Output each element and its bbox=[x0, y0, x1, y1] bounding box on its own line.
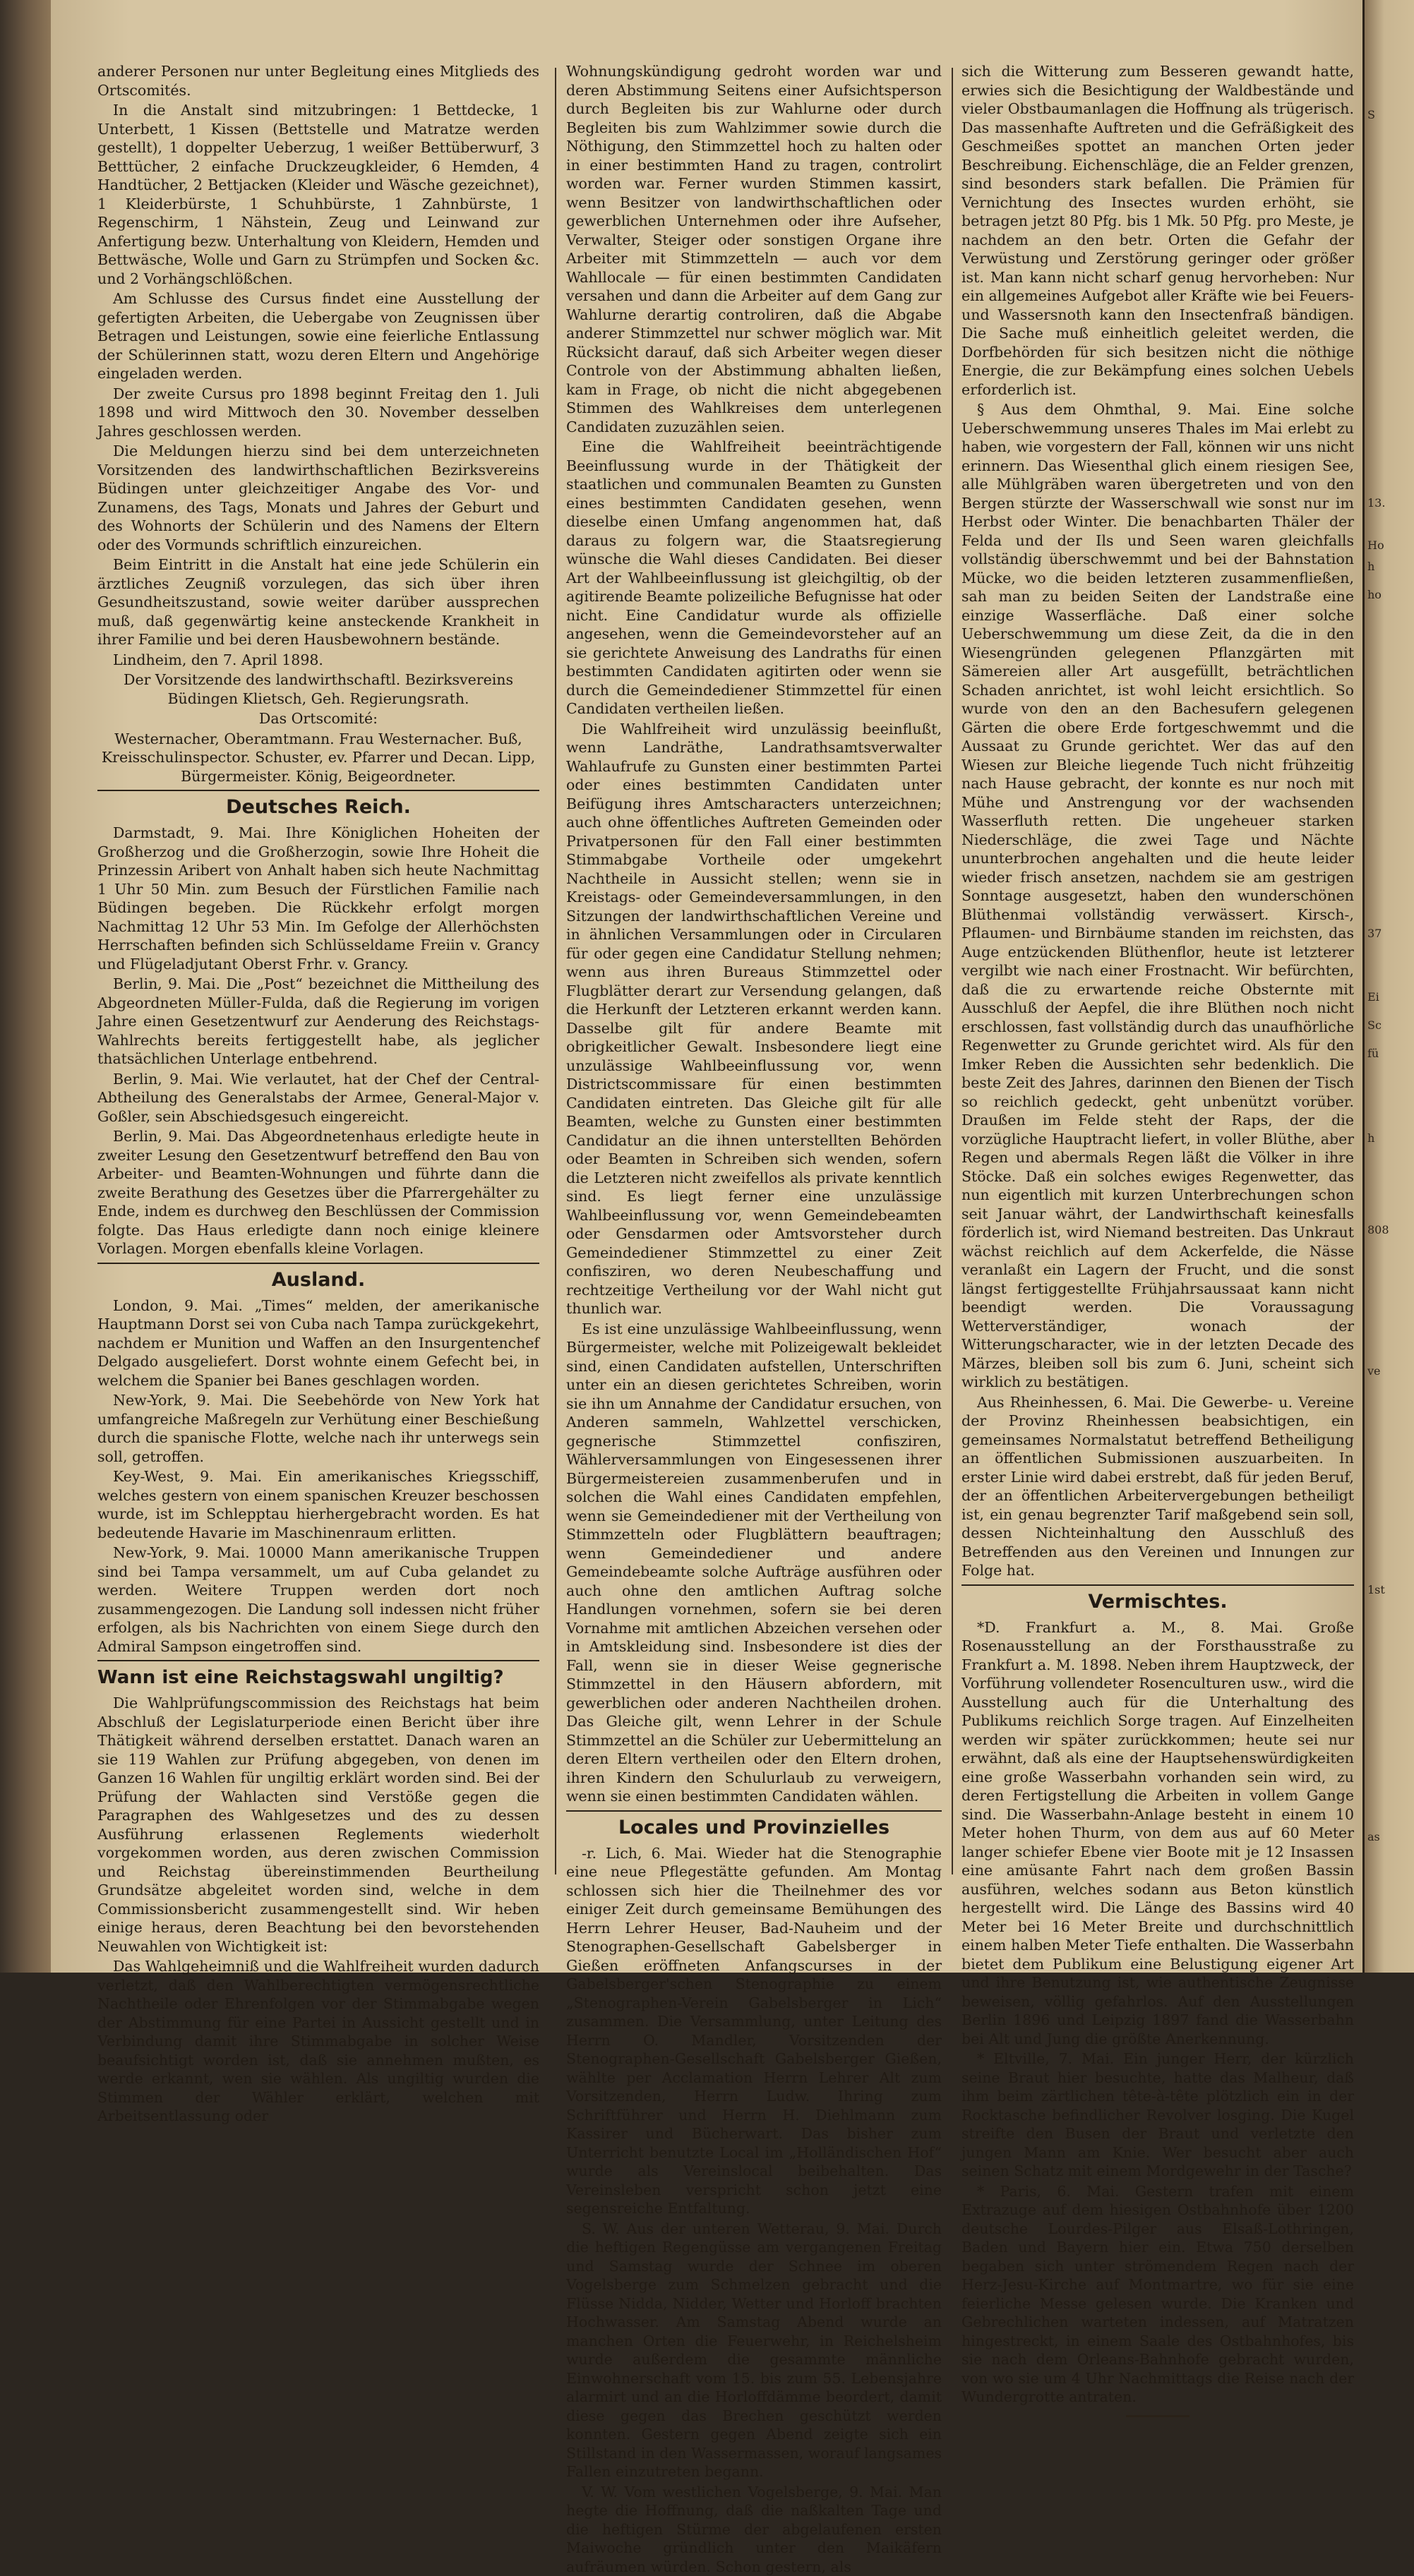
column-divider bbox=[555, 68, 556, 1874]
edge-text-fragment: 13. bbox=[1367, 494, 1410, 512]
edge-text-fragment: as bbox=[1367, 1828, 1410, 1846]
article-paragraph: -r. Lich, 6. Mai. Wieder hat die Stenographie eine neue Pflegestätte gefunden. Am Montag schlossen sich hier die Theilnehmer des vor einiger Zeit durch gemeinsame Bemühungen des Herrn Lehrer Heuser, Bad-Nauheim und der Stenographen-Gesellschaft Gabelsberger in Gießen eröffneten Anfangscurses in der Gabelsberger'schen Stenographie zu einem „Stenographen-Verein Gabelsberger in Lich“ zusammen. Die Versammlung, unter Leitung des Herrn O. Mandler, Vorsitzenden der Stenographen-Gesellschaft Gabelsberger Gießen, wählte per Acclamation Herrn Lehrer Alt zum Vorsitzenden, Herrn Ludw. Ihring zum Schriftführer und Herrn H. Diehlmann zum Kassirer und Bücherwart. Das bisher zum Unterricht benutzte Local im „Holländischen Hof“ wurde als Vereinslocal beibehalten. Das Vereinsleben verspricht schon jetzt eine segensreiche Entfaltung. bbox=[566, 1844, 942, 2218]
article-paragraph: Der Vorsitzende des landwirthschaftl. Bezirksvereins Büdingen Klietsch, Geh. Regierungsrath. bbox=[97, 670, 539, 708]
article-paragraph: anderer Personen nur unter Begleitung eines Mitglieds des Ortscomités. bbox=[97, 62, 539, 100]
column-right bbox=[961, 62, 1354, 1925]
article-paragraph: Westernacher, Oberamtmann. Frau Westernacher. Buß, Kreisschulinspector. Schuster, ev. Pfarrer und Decan. Lipp, Bürgermeister. König, Beigeordneter. bbox=[97, 730, 539, 786]
article-paragraph: Die Wahlprüfungscommission des Reichstags hat beim Abschluß der Legislaturperiode einen Bericht über ihre Thätigkeit während derselben erstattet. Danach waren an sie 119 Wahlen zur Prüfung abgegeben, von denen im Ganzen 16 Wahlen für ungiltig erklärt worden sind. Bei der Prüfung der Wahlacten sind Verstöße gegen die Paragraphen des Wahlgesetzes und des zu dessen Ausführung erlassenen Reglements wiederholt vorgekommen worden, aus deren zwischen Commission und Reichstag übereinstimmenden Beurtheilung Grundsätze abgeleitet worden sind, welche in dem Commissionsbericht zusammengestellt sind. Wir heben einige heraus, deren Beachtung bei den bevorstehenden Neuwahlen von Wichtigkeit ist: bbox=[97, 1694, 539, 1956]
article-paragraph: Eine die Wahlfreiheit beeinträchtigende Beeinflussung wurde in der Thätigkeit der staatlichen und communalen Beamten zu Gunsten eines bestimmten Candidaten gesehen, wenn dieselbe einen Umfang angenommen hat, daß daraus zu folgern war, die Staatsregierung wünsche die Wahl dieses Candidaten. Bei dieser Art der Wahlbeeinflussung ist gleichgiltig, ob der agitirende Beamte polizeiliche Befugnisse hat oder nicht. Eine Candidatur wurde als offizielle angesehen, wenn die Gemeindevorsteher auf an sie gerichtete Anweisung des Landraths für einen bestimmten Candidaten agitirten oder wenn sie durch die Gemeindediener Stimmzettel für einen Candidaten vertheilen ließen. bbox=[566, 438, 942, 718]
edge-text-fragment: 808 bbox=[1367, 1221, 1410, 1239]
edge-text-fragment: fü bbox=[1367, 1045, 1410, 1063]
article-paragraph: Das Ortscomité: bbox=[97, 709, 539, 728]
article-paragraph: * Eltville, 7. Mai. Ein junger Herr, der kürzlich seine Braut hier besuchte, hatte das Malheur, daß ihm beim zärtlichen tête-à-tête plötzlich ein in der Rocktasche befindlicher Revolver losging. Die Kugel streifte den Busen der Braut und verletzte den jungen Mann am Knie. Wer besucht aber auch seinen Schatz mit einem Mordgewehr in der Tasche? bbox=[961, 2050, 1354, 2181]
article-paragraph: Am Schlusse des Cursus findet eine Ausstellung der gefertigten Arbeiten, die Uebergabe von Zeugnissen über Betragen und Leistungen, sowie eine feierliche Entlassung der Schülerinnen statt, wozu deren Eltern und Angehörige eingeladen werden. bbox=[97, 289, 539, 383]
scan-left-margin bbox=[0, 0, 51, 1973]
section-heading: Deutsches Reich. bbox=[97, 790, 539, 821]
edge-text-fragment: Ho bbox=[1367, 536, 1410, 555]
article-paragraph: * Paris, 6. Mai. Gestern trafen mit einem Extrazuge auf dem hiesigen Ostbahnhofe über 1200 deutsche Lourdes-Pilger aus Elsaß-Lothringen, Baden und Bayern hier ein. Etwa 750 derselben begaben sich unter strömendem Regen nach der Herz-Jesu-Kirche auf Montmartre, wo für sie eine feierliche Messe gelesen wurde. Die Kranken und Gebrechlichen warteten indessen, auf Matratzen hingestreckt, in einem Saale des Ostbahnhofes, bis sie nach dem Orleans-Bahnhofe gebracht wurden, von wo sie um 4 Uhr Nachmittags die Reise nach der Wundergrotte antraten. bbox=[961, 2182, 1354, 2407]
article-paragraph: New-York, 9. Mai. 10000 Mann amerikanische Truppen sind bei Tampa versammelt, um auf Cuba gelandet zu werden. Weitere Truppen werden dort noch zusammengezogen. Die Landung soll indessen nicht früher erfolgen, als bis Nachrichten von einem Siege durch den Admiral Sampson eingetroffen sind. bbox=[97, 1543, 539, 1656]
article-paragraph: London, 9. Mai. „Times“ melden, der amerikanische Hauptmann Dorst sei von Cuba nach Tampa zurückgekehrt, nachdem er Munition und Waffen an den Insurgentenchef Delgado ausgeliefert. Dorst wohnte einem Gefecht bei, in welchem die Spanier bei Banes geschlagen worden. bbox=[97, 1296, 539, 1390]
section-heading: Vermischtes. bbox=[961, 1584, 1354, 1615]
article-paragraph: § Aus dem Ohmthal, 9. Mai. Eine solche Ueberschwemmung unseres Thales im Mai erlebt zu haben, wie vorgestern der Fall, können wir uns nicht erinnern. Das Wiesenthal glich einem riesigen See, alle Mühlgräben waren übergetreten und von den Bergen stürzte der Wasserschwall wie sonst nur im Herbst oder Winter. Die benachbarten Thäler der Felda und der Ils und Seen waren gleichfalls vollständig überschwemmt und bei der Bahnstation Mücke, wo die beiden letzteren zusammenfließen, sah man zu beiden Seiten der Landstraße eine einzige Wasserfläche. Daß einer solche Ueberschwemmung um diese Zeit, da die in den Wiesengründen gelegenen Pflanzgärten mit Sämereien aller Art ausgefüllt, beträchtlichen Schaden anrichtet, ist wohl leicht ersichtlich. So wurde von den an den Bachesufern gelegenen Gärten die obere Erde fortgeschwemmt und die Aussaat zu Grunde gerichtet. Wer das auf den Wiesen zur Bleiche liegende Tuch nicht frühzeitig nach Hause gebracht, der konnte es nur noch mit Mühe und Anstrengung vor der wachsenden Wasserfluth retten. Die ungeheuer starken Niederschläge, die zwei Tage und Nächte ununterbrochen angehalten und die heute leider wieder frisch ansetzen, nachdem sie am gestrigen Sonntage ausgesetzt, haben den wunderschönen Blüthenmai vollständig verwässert. Kirsch-, Pflaumen- und Birnbäume standen im reichsten, das Auge entzückenden Blüthenflor, heute ist letzterer vergilbt wie nach einer Frostnacht. Wir befürchten, daß die zu erwartende reiche Obsternte mit Ausschluß der Aepfel, die ihre Blüthen noch nicht erschlossen, fast vollständig durch das unaufhörliche Regenwetter zu Grunde gerichtet wird. Als für den Imker Reben die Aussichten sehr bedenklich. Die beste Zeit des Jahres, darinnen den Bienen der Tisch so reichlich gedeckt, geht unbenützt vorüber. Draußen im Felde steht der Raps, der die vorzügliche Hauptracht liefert, in voller Blüthe, aber Regen und abermals Regen läßt die Völker in ihre Stöcke. Daß ein solches ewiges Regenwetter, das nun eigentlich mit kurzen Unterbrechungen schon seit Januar währt, der Landwirthschaft keinesfalls förderlich ist, wird Niemand bestreiten. Das Unkraut wächst reichlich auf dem Ackerfelde, die Nässe veranlaßt ein Lagern der Frucht, und die sonst längst fertiggestellte Frühjahrsaussaat kann nicht beendigt werden. Die Voraussagung Wetterverständiger, wonach der Witterungscharacter, wie in der letzten Decade des Märzes, bleiben soll bis zum 6. Juni, scheint sich wirklich zu bestätigen. bbox=[961, 400, 1354, 1392]
article-paragraph: Berlin, 9. Mai. Die „Post“ bezeichnet die Mittheilung des Abgeordneten Müller-Fulda, daß die Regierung im vorigen Jahre einen Gesetzentwurf zur Aenderung des Reichstags-Wahlrechts bereits fertiggestellt habe, als jeglicher thatsächlichen Unterlage entbehrend. bbox=[97, 975, 539, 1069]
article-paragraph: V. W. Vom westlichen Vogelsberge, 9. Mai. Man hegte die Hoffnung, daß die naßkalten Tage und die heftigen Stürme der abgelaufenen ersten Maiwoche gründlich unter den Maikäfern aufräumen würden. Schon gestern, als bbox=[566, 2483, 942, 2576]
article-paragraph: Das Wahlgeheimniß und die Wahlfreiheit wurden dadurch verletzt, daß den Wahlberechtigten vermögensrechtliche Nachtheile oder Ehrenfolgen vor der Stimmabgabe wegen der Abstimmung für eine Partei in Aussicht gestellt und in Verbindung damit ihre Stimmabgabe in solcher Weise beaufsichtigt worden ist, daß sie annehmen mußten, es werde erkannt, wen sie wählen. Als ungiltig wurden die Stimmen der Wähler erklärt, welchen mit Arbeitsentlassung oder bbox=[97, 1957, 539, 2126]
column-divider bbox=[952, 68, 953, 1874]
edge-text-fragment: h bbox=[1367, 558, 1410, 576]
edge-text-fragment: h bbox=[1367, 1129, 1410, 1148]
column-left bbox=[97, 62, 539, 1925]
article-paragraph: Es ist eine unzulässige Wahlbeeinflussung, wenn Bürgermeister, welche mit Polizeigewalt bekleidet sind, einen Candidaten aufstellen, Unterschriften unter ein an diesen gerichtetes Schreiben, worin sie ihn um Annahme der Candidatur ersuchen, von Anderen sammeln, Wahlzettel verschicken, gegnerische Stimmzettel confisziren, Wählerversammlungen von Eingesessenen ihrer Bürgermeistereien zusammenberufen und in solchen die Wahl eines Candidaten empfehlen, wenn sie Gemeindediener mit der Vertheilung von Stimmzetteln oder Flugblättern beauftragen; wenn Gemeindediener und andere Gemeindebeamte solche Aufträge ausführen oder auch ohne den amtlichen Auftrag solche Handlungen vornehmen, sofern sie bei deren Vornahme mit amtlichen Abzeichen versehen oder in Amtskleidung sind. Insbesondere ist dies der Fall, wenn sie in dieser Weise gegnerische Stimmzettel in den Häusern abfordern, mit gewerblichen oder anderen Nachtheilen drohen. Das Gleiche gilt, wenn Lehrer in der Schule Stimmzettel an die Schüler zur Uebermittelung an deren Eltern vertheilen oder den Eltern drohen, ihren Kindern den Schulurlaub zu verweigern, wenn sie einen bestimmten Candidaten wählen. bbox=[566, 1320, 942, 1806]
edge-text-fragment: ho bbox=[1367, 586, 1410, 604]
article-paragraph: Wohnungskündigung gedroht worden war und deren Abstimmung Seitens einer Aufsichtsperson durch Begleiten bis zur Wahlurne oder durch Begleiten bis zum Wahlzimmer sowie durch die Nöthigung, den Stimmzettel hoch zu halten oder in einer bestimmten Hand zu tragen, controlirt worden war. Ferner wurden Stimmen kassirt, wenn Besitzer von landwirthschaftlichen oder gewerblichen Unternehmen oder ihre Aufseher, Verwalter, Steiger oder sonstigen Organe ihre Arbeiter mit Stimmzetteln — auch vor dem Wahllocale — für einen bestimmten Candidaten versahen und dann die Arbeiter auf dem Gang zur Wahlurne derartig controliren, daß die Abgabe anderer Stimmzettel nur schwer möglich war. Mit Rücksicht darauf, daß sich Arbeiter wegen dieser Controle von der Abstimmung abhalten ließen, kam in Frage, ob nicht die nicht abgegebenen Stimmen des Wahlkreises dem unterlegenen Candidaten zuzuzählen seien. bbox=[566, 62, 942, 436]
column-middle bbox=[566, 62, 942, 1925]
article-paragraph: Berlin, 9. Mai. Das Abgeordnetenhaus erledigte heute in zweiter Lesung den Gesetzentwurf betreffend den Bau von Arbeiter- und Beamten-Wohnungen und führte dann die zweite Berathung des Gesetzes über die Pfarrergehälter zu Ende, indem es durchweg den Beschlüssen der Commission folgte. Das Haus erledigte dann noch einige kleinere Vorlagen. Morgen ebenfalls kleine Vorlagen. bbox=[97, 1127, 539, 1258]
article-paragraph: Aus Rheinhessen, 6. Mai. Die Gewerbe- u. Vereine der Provinz Rheinhessen beabsichtigen, ein gemeinsames Normalstatut betreffend Betheiligung an öffentlichen Submissionen auszuarbeiten. In erster Linie wird dabei erstrebt, daß für jeden Beruf, der an öffentlichen Arbeitervergebungen betheiligt ist, ein genau begrenzter Tarif maßgebend sein soll, dessen Nichteinhaltung den Ausschluß des Betreffenden aus den Vereinen und Innungen zur Folge hat. bbox=[961, 1393, 1354, 1580]
edge-text-fragment: S bbox=[1367, 106, 1410, 124]
article-paragraph: Lindheim, den 7. April 1898. bbox=[97, 651, 539, 670]
section-heading: Locales und Provinzielles bbox=[566, 1810, 942, 1841]
edge-text-fragment: ve bbox=[1367, 1362, 1410, 1380]
edge-text-fragment: 1st bbox=[1367, 1581, 1410, 1599]
end-rule bbox=[1126, 2415, 1190, 2417]
article-paragraph: Beim Eintritt in die Anstalt hat eine jede Schülerin ein ärztliches Zeugniß vorzulegen, das sich über ihren Gesundheitszustand, sowie weiter darüber aussprechen muß, daß gegenwärtig keine ansteckende Krankheit in ihrer Familie und bei deren Hausbewohnern bestände. bbox=[97, 555, 539, 649]
article-paragraph: Die Meldungen hierzu sind bei dem unterzeichneten Vorsitzenden des landwirthschaftlichen Bezirksvereins Büdingen unter gleichzeitiger Angabe des Vor- und Zunamens, des Tags, Monats und Jahres der Geburt und des Wohnorts der Schülerin und des Namens der Eltern oder des Vormunds schriftlich einzureichen. bbox=[97, 442, 539, 554]
article-paragraph: Darmstadt, 9. Mai. Ihre Königlichen Hoheiten der Großherzog und die Großherzogin, sowie Ihre Hoheit die Prinzessin Aribert von Anhalt haben sich heute Nachmittag 1 Uhr 50 Min. zum Besuch der Fürstlichen Familie nach Büdingen begeben. Die Rückkehr erfolgt morgen Nachmittag 12 Uhr 53 Min. Im Gefolge der Allerhöchsten Herrschaften befinden sich Schlüsseldame Freiin v. Grancy und Flügeladjutant Oberst Frhr. v. Grancy. bbox=[97, 824, 539, 973]
article-paragraph: Key-West, 9. Mai. Ein amerikanisches Kriegsschiff, welches gestern von einem spanischen Kreuzer beschossen wurde, ist im Schlepptau hierhergebracht worden. Es hat bedeutende Havarie im Maschinenraum erlitten. bbox=[97, 1467, 539, 1542]
edge-text-fragment: Ei bbox=[1367, 988, 1410, 1006]
edge-text-fragment: Sc bbox=[1367, 1016, 1410, 1035]
edge-text-fragment: 37 bbox=[1367, 925, 1410, 943]
article-paragraph: sich die Witterung zum Besseren gewandt hatte, erwies sich die Besichtigung der Waldbestände und vieler Obstbaumanlagen die Hoffnung als trügerisch. Das massenhafte Auftreten und die Gefräßigkeit des Geschmeißes spottet an manchen Orten jeder Beschreibung. Eichenschläge, die an Felder grenzen, sind besonders stark befallen. Die Prämien für Vernichtung des Insectes wurden erhöht, sie betragen jetzt 80 Pfg. bis 1 Mk. 50 Pfg. pro Meste, je nachdem an den betr. Orten die Gefahr der Verwüstung und Zerstörung geringer oder größer ist. Man kann nicht scharf genug hervorheben: Nur ein allgemeines Aufgebot aller Kräfte wie bei Feuers- und Wassersnoth kann den Insectenfraß bändigen. Die Sache muß einheitlich geleitet werden, die Dorfbehörden für sich besitzen nicht die nöthige Energie, die zur Bekämpfung eines solchen Uebels erforderlich ist. bbox=[961, 62, 1354, 399]
section-heading: Ausland. bbox=[97, 1263, 539, 1294]
article-paragraph: *D. Frankfurt a. M., 8. Mai. Große Rosenausstellung an der Forsthausstraße zu Frankfurt a. M. 1898. Neben ihrem Hauptzweck, der Vorführung vollendeter Rosenculturen usw., wird die Ausstellung auch für die Unterhaltung des Publikums reichlich Sorge tragen. Auf Einzelheiten werden wir später zurückkommen; heute sei nur erwähnt, daß als eine der Hauptsehenswürdigkeiten eine große Wasserbahn vorhanden sein wird, zu deren Fertigstellung die Arbeiten in vollem Gange sind. Die Wasserbahn-Anlage besteht in einem 10 Meter hohen Thurm, von dem aus auf 60 Meter langer schiefer Ebene vier Boote mit je 12 Insassen eine amüsante Fahrt nach dem großen Bassin ausführen, welches sodann aus Beton künstlich hergestellt wird. Die Länge des Bassins wird 40 Meter bei 16 Meter Breite und durchschnittlich einem halben Meter Tiefe enthalten. Die Wasserbahn bietet dem Publikum eine Belustigung eigener Art und ihre Benutzung ist, wie authentische Zeugnisse beweisen, völlig gefahrlos. Auf den Ausstellungen Berlin 1896 und Leipzig 1897 fand die Wasserbahn bei Alt und Jung die größte Anerkennung. bbox=[961, 1618, 1354, 2049]
article-paragraph: Der zweite Cursus pro 1898 beginnt Freitag den 1. Juli 1898 und wird Mittwoch den 30. November desselben Jahres geschlossen werden. bbox=[97, 385, 539, 441]
article-paragraph: Berlin, 9. Mai. Wie verlautet, hat der Chef der Central-Abtheilung des Generalstabs der Armee, General-Major v. Goßler, sein Abschiedsgesuch eingereicht. bbox=[97, 1070, 539, 1126]
adjacent-page-edge bbox=[1362, 0, 1414, 1973]
article-paragraph: Die Wahlfreiheit wird unzulässig beeinflußt, wenn Landräthe, Landrathsamtsverwalter Wahlaufrufe zu Gunsten einer bestimmten Partei oder eines bestimmten Candidaten unter Beifügung ihres Amtscharacters unterzeichnen; auch ohne öffentliches Auftreten Gemeinden oder Privatpersonen für den Fall einer bestimmten Stimmabgabe Vortheile oder umgekehrt Nachtheile in Aussicht stellen; wenn sie in Kreistags- oder Gemeindeversammlungen, in den Sitzungen der landwirthschaftlichen Vereine und in ähnlichen Versammlungen oder in Circularen für oder gegen eine Candidatur Stellung nehmen; wenn aus ihren Bureaus Stimmzettel oder Flugblätter derart zur Versendung gelangen, daß die Herkunft der Letzteren erkannt werden kann. Dasselbe gilt für andere Beamte mit obrigkeitlicher Gewalt. Insbesondere liegt eine unzulässige Wahlbeeinflussung vor, wenn Districtscommissare für einen bestimmten Candidaten eintreten. Das Gleiche gilt für alle Beamten, welche zu Gunsten einer bestimmten Candidatur an die ihnen unterstellten Behörden oder Beamten in Schreiben sich wenden, sofern die Letzteren nicht zweifellos als private kenntlich sind. Es liegt ferner eine unzulässige Wahlbeeinflussung vor, wenn Gemeindebeamten oder Gensdarmen oder Amtsvorsteher durch Gemeindediener Stimmzettel zu einer Zeit confisziren, wo deren Neubeschaffung und rechtzeitige Vertheilung vor der Wahl nicht gut thunlich war. bbox=[566, 720, 942, 1318]
article-paragraph: In die Anstalt sind mitzubringen: 1 Bettdecke, 1 Unterbett, 1 Kissen (Bettstelle und Matratze werden gestellt), 1 doppelter Ueberzug, 1 weißer Bettüberwurf, 3 Betttücher, 2 einfache Druckzeugkleider, 6 Hemden, 4 Handtücher, 2 Bettjacken (Kleider und Wäsche gezeichnet), 1 Kleiderbürste, 1 Schuhbürste, 1 Zahnbürste, 1 Regenschirm, 1 Nähstein, Zeug und Leinwand zur Anfertigung bezw. Unterhaltung von Kleidern, Hemden und Bettwäsche, Wolle und Garn zu Strümpfen und Socken &c. und 2 Vorhängschlößchen. bbox=[97, 101, 539, 288]
article-paragraph: S. W. Aus der unteren Wetterau, 9. Mai. Durch die heftigen Regengüsse am vergangenen Freitag und Samstag wurde der Schnee im oberen Vogelsberge zum Schmelzen gebracht und die Flüsse Nidda, Nidder, Wetter und Horloff brachten Hochwasser. Am Samstag Abend wurde an manchen Orten die Feuerwehr, in Reichelsheim wurde außerdem die gesammte männliche Einwohnerschaft vom 15. bis zum 55. Lebensjahre alarmirt und an die Horloffdämme beordert, damit diese gegen das Brechen geschützt werden konnten. Gestern gegen Abend zeigte sich ein Stillstand in den Wassermassen, worauf langsames Fallen einzutreten begann. bbox=[566, 2220, 942, 2481]
article-paragraph: New-York, 9. Mai. Die Seebehörde von New York hat umfangreiche Maßregeln zur Verhütung einer Beschießung durch die spanische Flotte, welche nach ihr unterwegs sein soll, getroffen. bbox=[97, 1391, 539, 1466]
section-heading: Wann ist eine Reichstagswahl ungiltig? bbox=[97, 1660, 539, 1691]
